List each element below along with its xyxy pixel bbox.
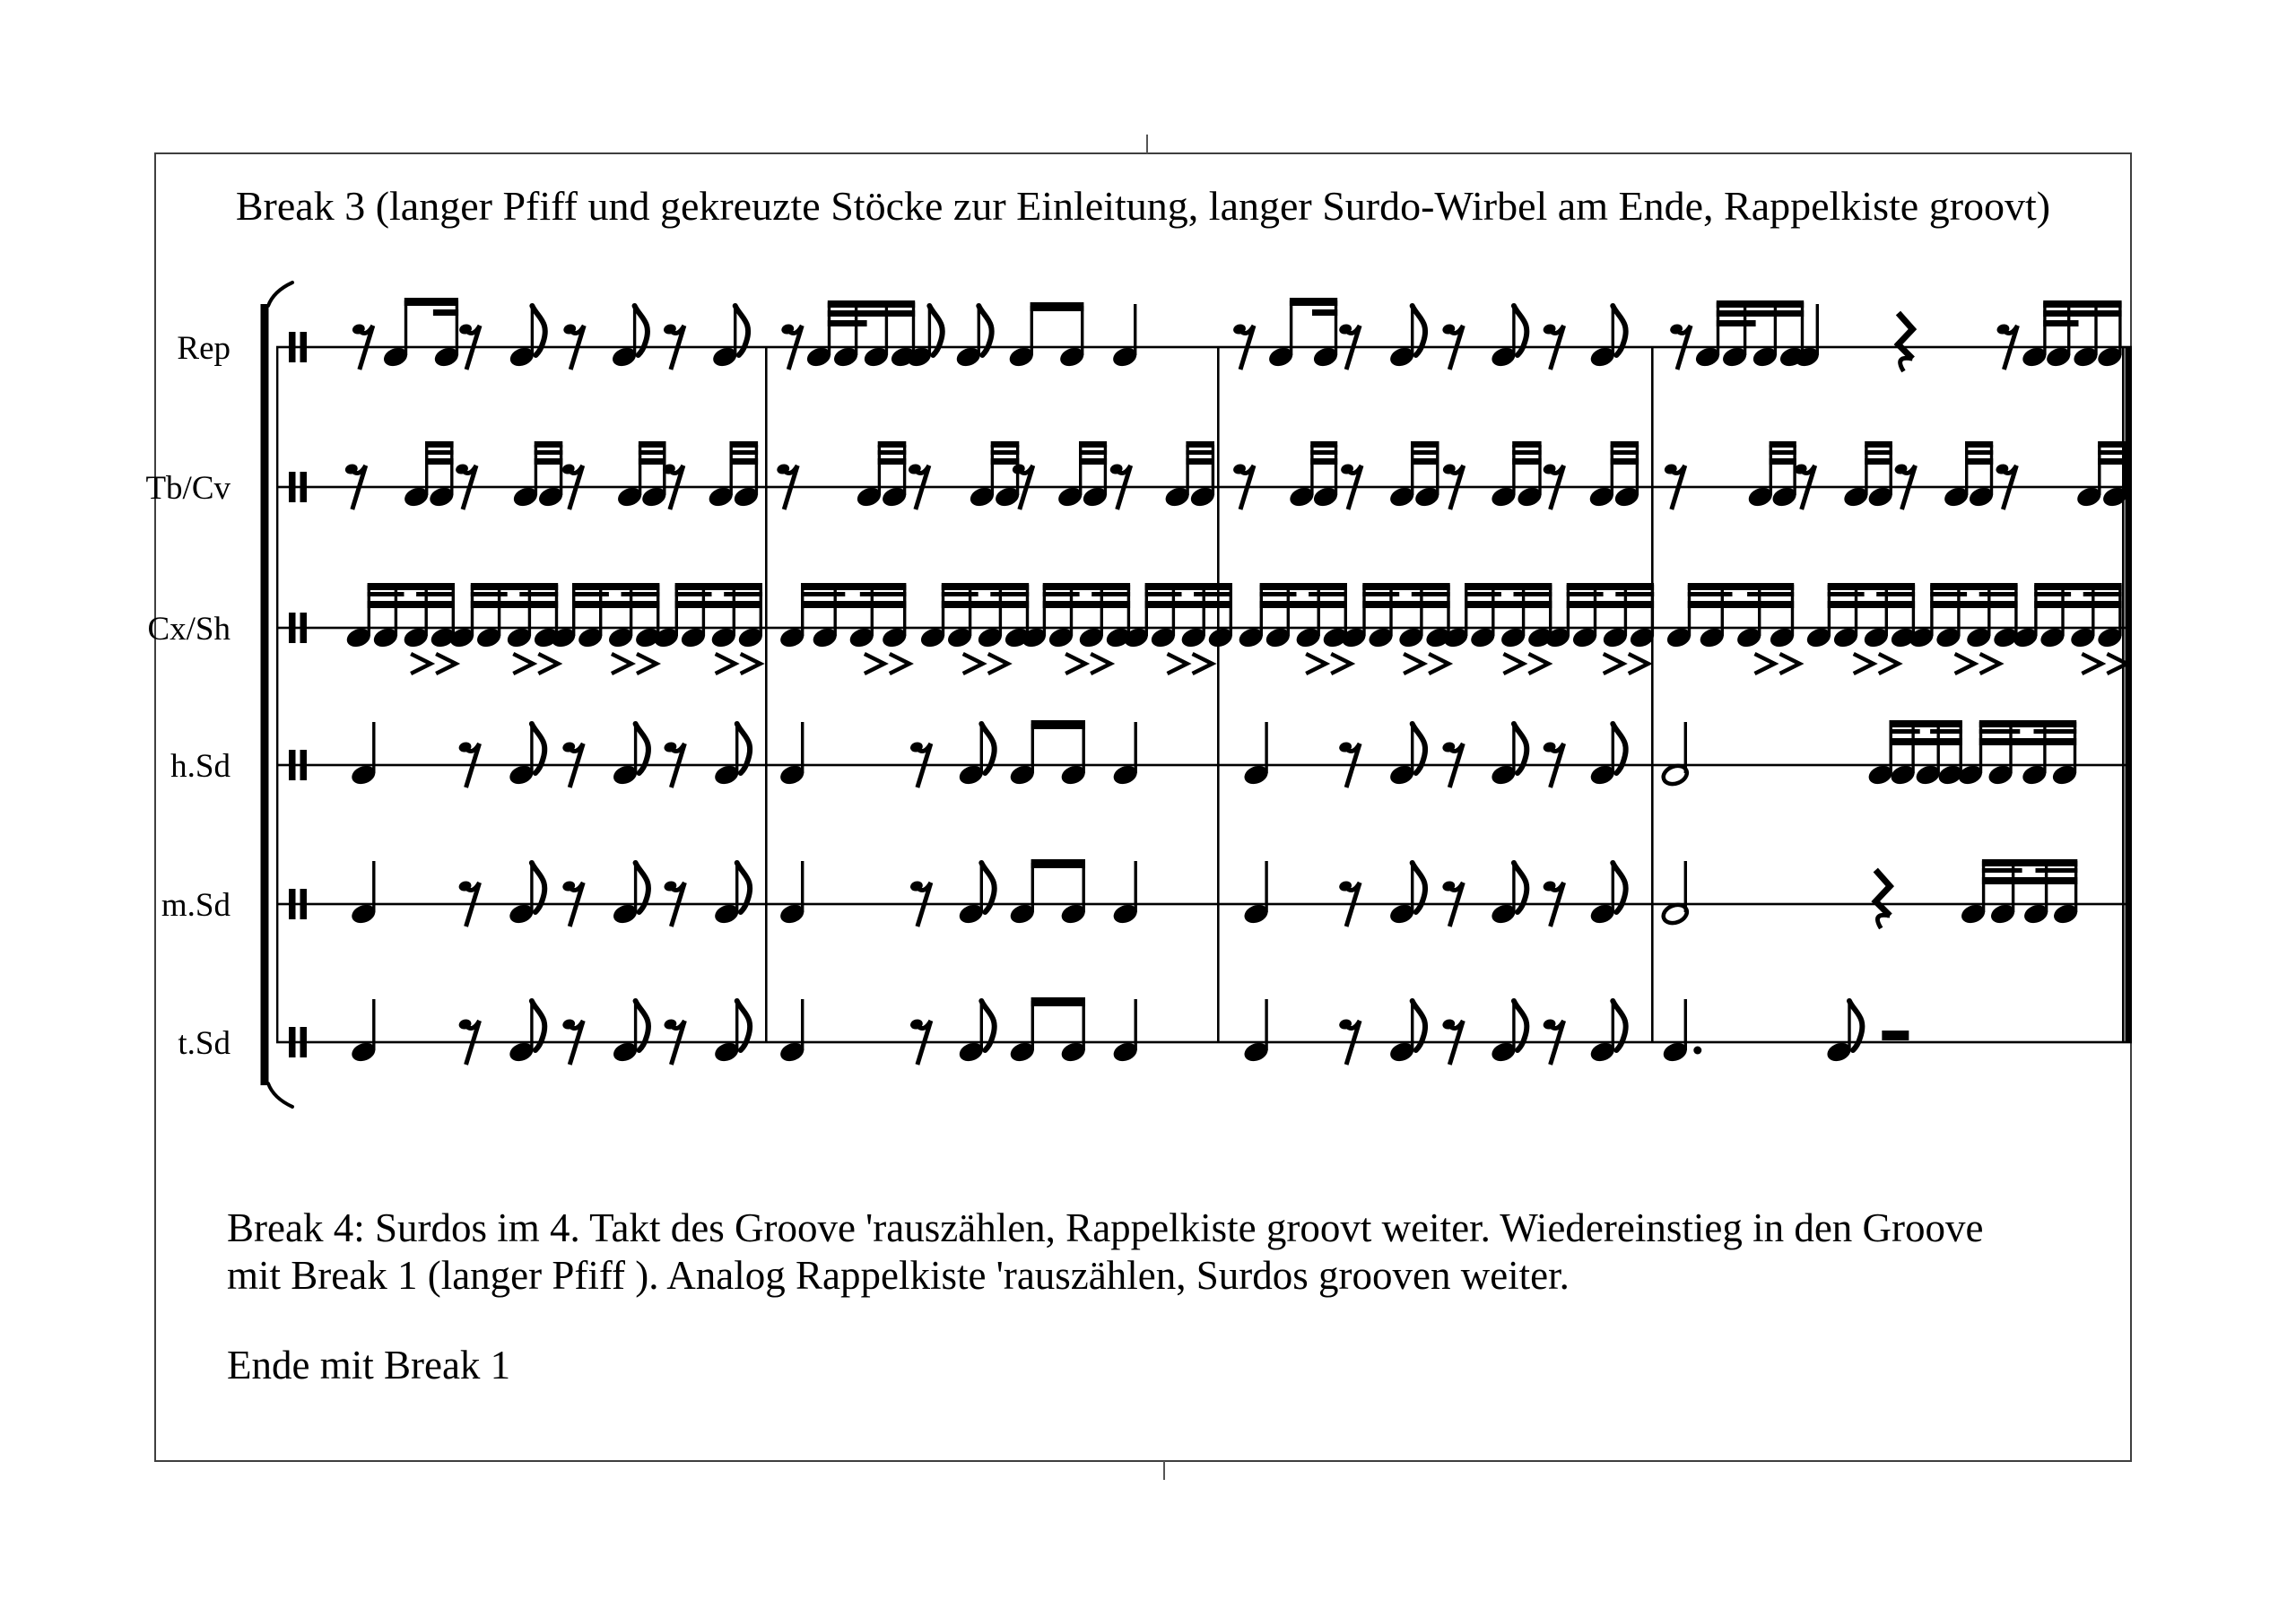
measure-1 xyxy=(344,441,761,509)
staff-label: Rep xyxy=(177,330,230,367)
staff-label: h.Sd xyxy=(170,748,230,785)
measure-4 xyxy=(1661,999,1909,1065)
staff-tb-cv xyxy=(145,441,2132,509)
measure-2 xyxy=(778,859,1139,926)
footer-paragraph-line1: Break 4: Surdos im 4. Takt des Groove 'rauszählen, Rappelkiste groovt weiter. Wiedereinstieg in den Groove xyxy=(227,1205,1984,1250)
footer-ende-line: Ende mit Break 1 xyxy=(227,1343,511,1387)
staff-rep xyxy=(177,298,2132,371)
measure-3 xyxy=(1232,441,1641,509)
staff-line xyxy=(276,1041,2132,1044)
system-bracket xyxy=(261,283,293,1107)
staff-label: m.Sd xyxy=(161,887,230,924)
staff-cx-sh xyxy=(147,583,2132,674)
staff-line xyxy=(276,346,2132,349)
staff-label: Cx/Sh xyxy=(147,611,230,648)
measure-3 xyxy=(1242,722,1626,787)
measure-4 xyxy=(1669,300,2124,371)
staff-h-sd xyxy=(170,720,2132,787)
measure-3 xyxy=(1242,999,1626,1065)
measure-1 xyxy=(349,861,750,926)
measure-2 xyxy=(780,300,1139,370)
measure-4 xyxy=(1661,859,2080,928)
measure-3 xyxy=(1232,298,1626,370)
score-title: Break 3 (langer Pfiff und gekreuzte Stöcke zur Einleitung, langer Surdo-Wirbel am Ende, Rappelkiste groovt) xyxy=(235,183,2051,229)
staff-t-sd xyxy=(178,997,2132,1065)
barlines xyxy=(765,347,2132,1042)
measure-3 xyxy=(1242,861,1626,926)
measure-1 xyxy=(349,999,750,1065)
measure-2 xyxy=(776,441,1217,509)
staff-line xyxy=(276,764,2132,767)
staff-label: Tb/Cv xyxy=(145,470,230,507)
measure-1 xyxy=(349,722,750,787)
footer-paragraph-line2: mit Break 1 (langer Pfiff ). Analog Rappelkiste 'rauszählen, Surdos grooven weiter. xyxy=(227,1253,1570,1298)
staff-label: t.Sd xyxy=(178,1025,230,1062)
measure-4 xyxy=(1664,441,2130,509)
measure-2 xyxy=(778,997,1139,1065)
staff-line xyxy=(276,903,2132,906)
staff-line xyxy=(276,486,2132,489)
measure-2 xyxy=(778,720,1139,787)
staff-m-sd xyxy=(161,859,2132,928)
measure-4 xyxy=(1661,720,2079,787)
measure-1 xyxy=(352,298,748,370)
